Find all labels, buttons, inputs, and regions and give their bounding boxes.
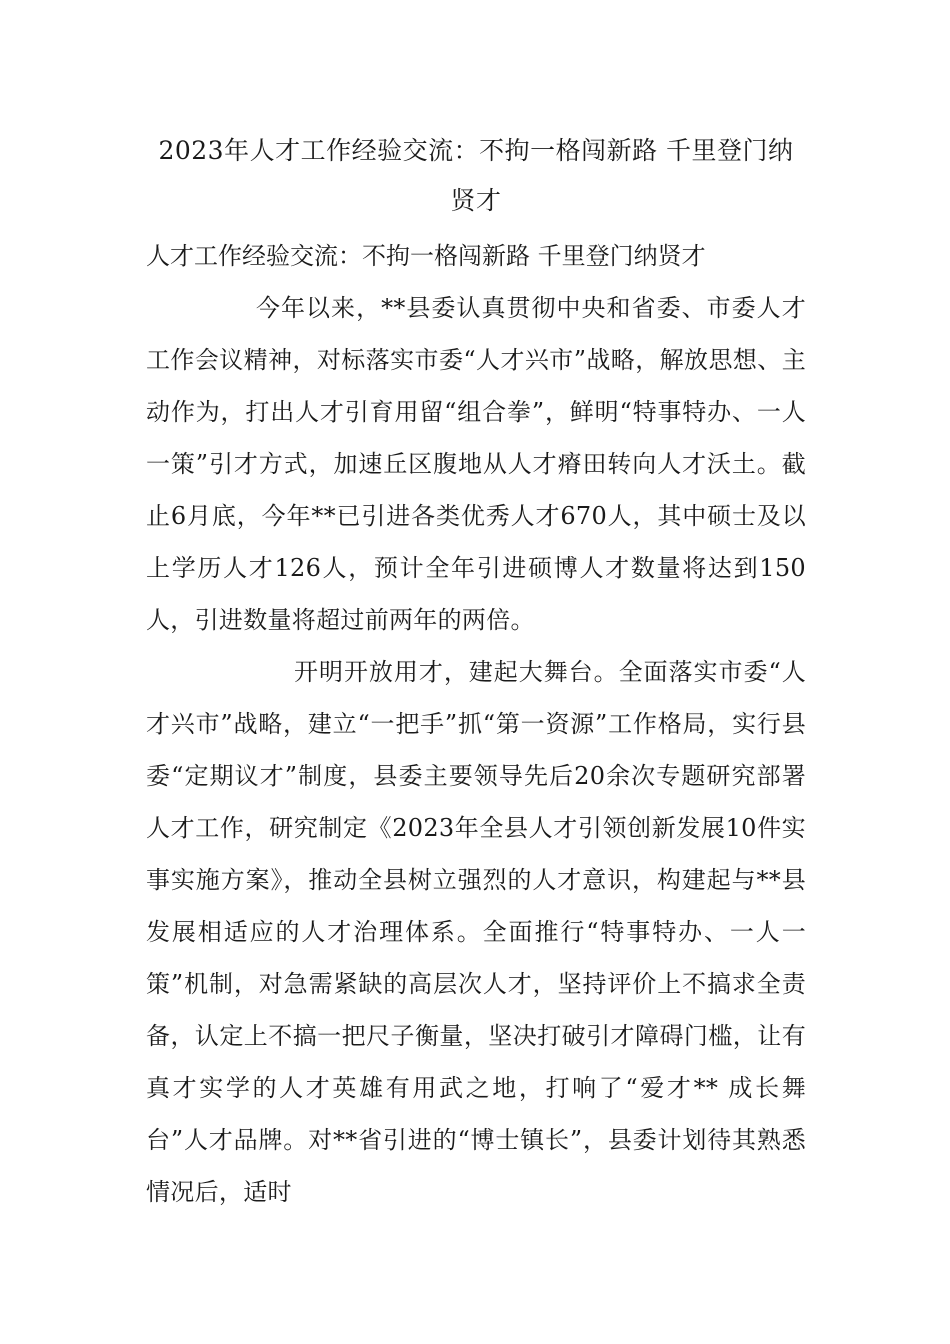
document-page [146, 126, 806, 1218]
body-paragraph-open-talent: 开明开放用才，建起大舞台。全面落实市委“人才兴市”战略，建立“一把手”抓“第一资源”工作格局，实行县委“定期议才”制度，县委主要领导先后20余次专题研究部署人才工作，研究制定《2023年全县人才引领创新发展10件实事实施方案》，推动全县树立强烈的人才意识，构建起与**县发展相适应的人才治理体系。全面推行“特事特办、一人一策”机制，对急需紧缺的高层次人才，坚持评价上不搞求全责备，认定上不搞一把尺子衡量，坚决打破引才障碍门槛，让有真才实学的人才英雄有用武之地，打响了“爱才** 成长舞台”人才品牌。对**省引进的“博士镇长”，县委计划待其熟悉情况后，适时 [146, 658, 806, 1206]
document-subtitle: 人才工作经验交流：不拘一格闯新路 千里登门纳贤才 [146, 242, 706, 270]
body-paragraph-intro: 今年以来，**县委认真贯彻中央和省委、市委人才工作会议精神，对标落实市委“人才兴市”战略，解放思想、主动作为，打出人才引育用留“组合拳”，鲜明“特事特办、一人一策”引才方式，加速丘区腹地从人才瘠田转向人才沃土。截止6月底，今年**已引进各类优秀人才670人，其中硕士及以上学历人才126人，预计全年引进硕博人才数量将达到150人，引进数量将超过前两年的两倍。 [146, 294, 806, 634]
document-title: 2023年人才工作经验交流：不拘一格闯新路 千里登门纳贤才 [158, 136, 794, 215]
